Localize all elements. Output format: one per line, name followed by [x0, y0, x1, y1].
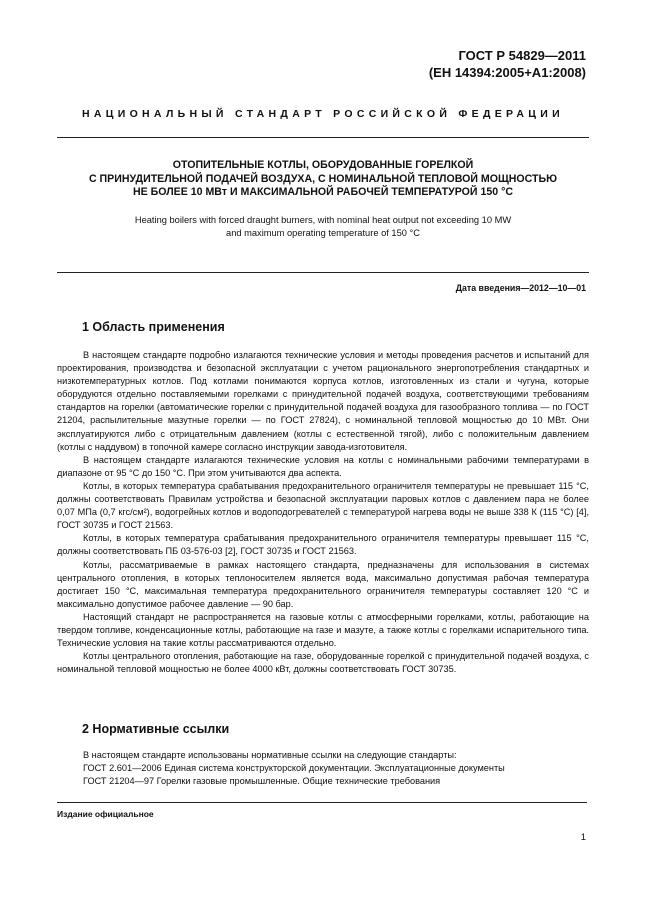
section-2-heading: 2 Нормативные ссылки	[82, 722, 230, 736]
section-1-body	[57, 349, 589, 676]
paragraph: В настоящем стандарте излагаются технические условия на котлы с номинальными рабочими температурами в диапазоне от 95 °С до 150 °С. При этом учитываются два аспекта.	[57, 454, 589, 478]
paragraph: Котлы, в которых температура срабатывания предохранительного ограничителя температуры превышает 115 °С, должны соответствовать ПБ 03-576-03 [2], ГОСТ 30735 и ГОСТ 21563.	[57, 533, 589, 557]
section-2-body	[57, 749, 589, 788]
official-edition-label: Издание официальное	[57, 809, 154, 819]
page-number: 1	[580, 832, 586, 843]
english-title	[57, 214, 589, 240]
reference-item: ГОСТ 2.601—2006 Единая система конструкторской документации. Эксплуатационные документы	[83, 763, 505, 774]
header-divider	[57, 137, 589, 138]
paragraph: Котлы, рассматриваемые в рамках настоящего стандарта, предназначены для использования в системах центрального отопления, в которых теплоносителем является вода, максимально допустимая рабочая температура достигает 150 °С, максимальная температура предохранительного ограничителя температуры составляет 120 °С и максимально допустимое рабочее давление — 90 бар.	[57, 559, 589, 609]
paragraph: Котлы центрального отопления, работающие на газе, оборудованные горелкой с принудительной подачей воздуха, с номинальной тепловой мощностью не более 4000 кВт, должны соответствовать ГОСТ 30735.	[57, 651, 589, 675]
footer-divider	[57, 802, 587, 803]
title-line: НЕ БОЛЕЕ 10 МВт И МАКСИМАЛЬНОЙ РАБОЧЕЙ ТЕМПЕРАТУРОЙ 150 °С	[133, 186, 513, 198]
en-code: (ЕН 14394:2005+А1:2008)	[428, 65, 586, 80]
title-line: С ПРИНУДИТЕЛЬНОЙ ПОДАЧЕЙ ВОЗДУХА, С НОМИНАЛЬНОЙ ТЕПЛОВОЙ МОЩНОСТЬЮ	[88, 172, 558, 185]
english-title-line: Heating boilers with forced draught burners, with nominal heat output not exceeding 10 MW	[134, 215, 512, 225]
reference-item: ГОСТ 21204—97 Горелки газовые промышленные. Общие технические требования	[83, 776, 441, 787]
title-line: ОТОПИТЕЛЬНЫЕ КОТЛЫ, ОБОРУДОВАННЫЕ ГОРЕЛКОЙ	[172, 159, 474, 171]
gost-code: ГОСТ Р 54829—2011	[458, 48, 586, 63]
title-divider	[57, 272, 589, 273]
english-title-line: and maximum operating temperature of 150 °C	[226, 228, 420, 238]
standard-code-block	[429, 47, 586, 81]
national-standard-title: НАЦИОНАЛЬНЫЙ СТАНДАРТ РОССИЙСКОЙ ФЕДЕРАЦИИ	[82, 108, 564, 120]
introduction-date: Дата введения—2012—10—01	[455, 283, 586, 293]
paragraph: Котлы, в которых температура срабатывания предохранительного ограничителя температуры не превышает 115 °С, должны соответствовать Правилам устройства и безопасной эксплуатации паровых котлов с давлением пара не более 0,07 МПа (0,7 кгс/см²), водогрейных котлов и водоподогревателей с температурой нагрева воды не выше 338 К (115 °С) [4], ГОСТ 30735 и ГОСТ 21563.	[57, 480, 589, 531]
paragraph: В настоящем стандарте подробно излагаются технические условия и методы проведения расчетов и испытаний для проектирования, производства и безопасной эксплуатации с учетом рационального энергопотребления стандартных и низкотемпературных котлов. Под котлами понимаются корпуса котлов, изготовленных из стали и чугуна, которые оборудуются отдельно поставляемыми горелками с принудительной подачей воздуха, соответствующими требованиям стандартов на горелки (автоматические горелки с принудительной подачей воздуха для газообразного топлива — по ГОСТ 21204, распылительные мазутные горелки — по ГОСТ 27824), с номинальной тепловой мощностью до 10 МВт. Они эксплуатируются либо с отрицательным давлением (котлы с естественной тягой), либо с положительным давлением (котлы с наддувом) в топочной камере согласно инструкции завода-изготовителя.	[57, 350, 589, 452]
section-1-heading: 1 Область применения	[82, 320, 225, 334]
paragraph: Настоящий стандарт не распространяется на газовые котлы с атмосферными горелками, котлы, работающие на твердом топливе, конденсационные котлы, работающие на газе и мазуте, а также котлы с горелками испарительного типа. Технические условия на такие котлы рассматриваются отдельно.	[57, 611, 589, 649]
document-title	[57, 159, 589, 200]
paragraph: В настоящем стандарте использованы нормативные ссылки на следующие стандарты:	[83, 750, 457, 760]
